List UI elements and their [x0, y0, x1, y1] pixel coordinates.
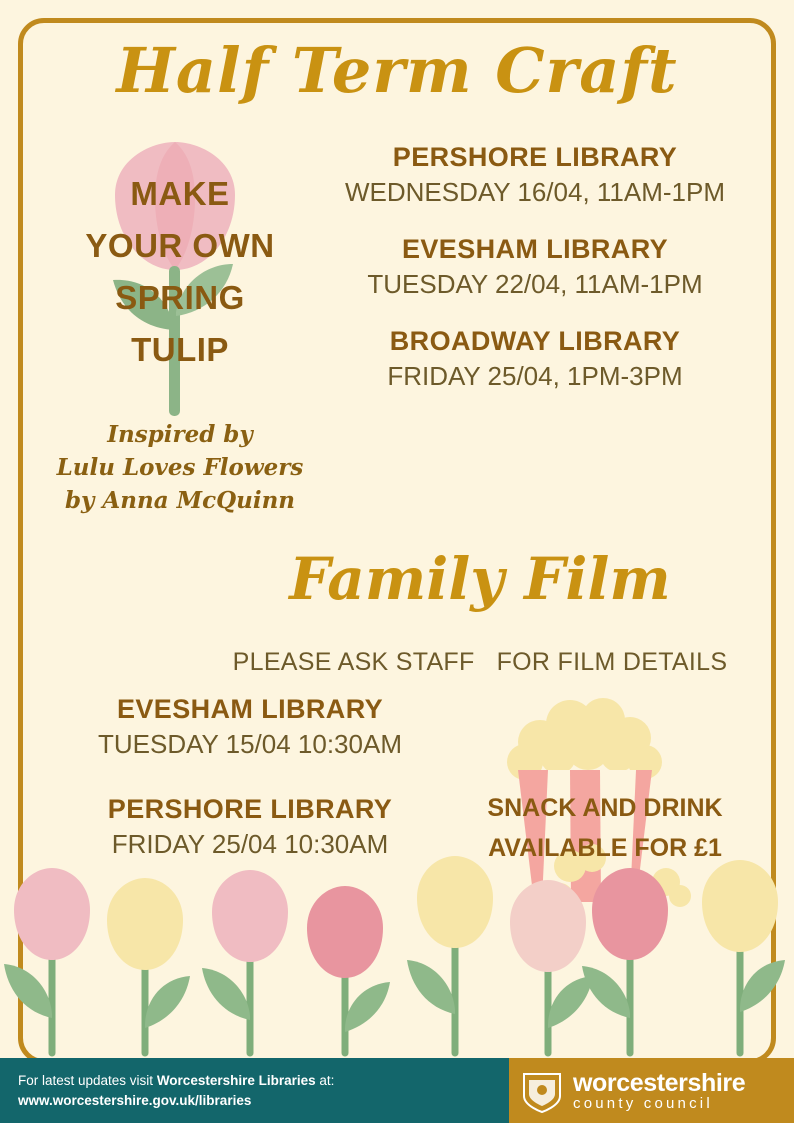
footer-line-1-bold: Worcestershire Libraries [156, 1072, 316, 1088]
snack-line-1: SNACK AND DRINK [487, 794, 723, 822]
craft-event-datetime: FRIDAY 25/04, 1PM-3PM [387, 361, 683, 391]
craft-inspiration-credit [30, 418, 330, 517]
footer-website-url[interactable]: www.worcestershire.gov.uk/libraries [18, 1092, 252, 1108]
craft-activity-line-4: TULIP [131, 331, 229, 368]
council-logo [509, 1058, 794, 1123]
tulip-field-illustration [0, 848, 794, 1058]
craft-activity-line-1: MAKE [130, 175, 230, 212]
snack-line-2: AVAILABLE FOR £1 [488, 834, 722, 862]
craft-event-datetime: TUESDAY 22/04, 11AM-1PM [367, 269, 703, 299]
inspired-line-3: by Anna McQuinn [64, 487, 296, 514]
film-event-library: EVESHAM LIBRARY [116, 694, 384, 724]
craft-event-datetime: WEDNESDAY 16/04, 11AM-1PM [344, 177, 726, 207]
film-event-datetime: TUESDAY 15/04 10:30AM [98, 729, 402, 759]
film-subtitle-left: PLEASE ASK STAFF [232, 648, 475, 676]
craft-event-library: PERSHORE LIBRARY [392, 142, 678, 172]
film-event-item [20, 692, 480, 762]
footer-line-1-prefix: For latest updates visit [18, 1072, 157, 1088]
craft-events-list [300, 140, 770, 416]
inspired-line-1: Inspired by [107, 421, 253, 448]
craft-activity-line-2: YOUR OWN [85, 227, 275, 264]
craft-event-item [300, 140, 770, 210]
craft-event-item [300, 324, 770, 394]
page-title-half-term-craft: Half Term Craft [116, 34, 678, 107]
craft-event-item [300, 232, 770, 302]
film-event-library: PERSHORE LIBRARY [107, 794, 393, 824]
film-subtitle-right: FOR FILM DETAILS [496, 648, 728, 676]
craft-event-library: BROADWAY LIBRARY [389, 326, 681, 356]
council-name-bottom: county council [573, 1094, 713, 1112]
footer [0, 1058, 794, 1123]
council-crest-icon [521, 1068, 563, 1114]
footer-line-1 [18, 1071, 509, 1091]
craft-event-library: EVESHAM LIBRARY [401, 234, 669, 264]
section-title-family-film: Family Film [289, 545, 671, 613]
film-subtitle [180, 648, 780, 677]
council-wordmark [573, 1070, 745, 1112]
craft-activity-line-3: SPRING [115, 279, 245, 316]
footer-line-1-suffix: at: [315, 1072, 335, 1088]
craft-activity-heading [30, 168, 330, 376]
film-event-datetime: FRIDAY 25/04 10:30AM [111, 829, 389, 859]
inspired-line-2: Lulu Loves Flowers [56, 454, 304, 481]
council-name-top: worcestershire [573, 1068, 746, 1097]
footer-contact [0, 1058, 509, 1123]
